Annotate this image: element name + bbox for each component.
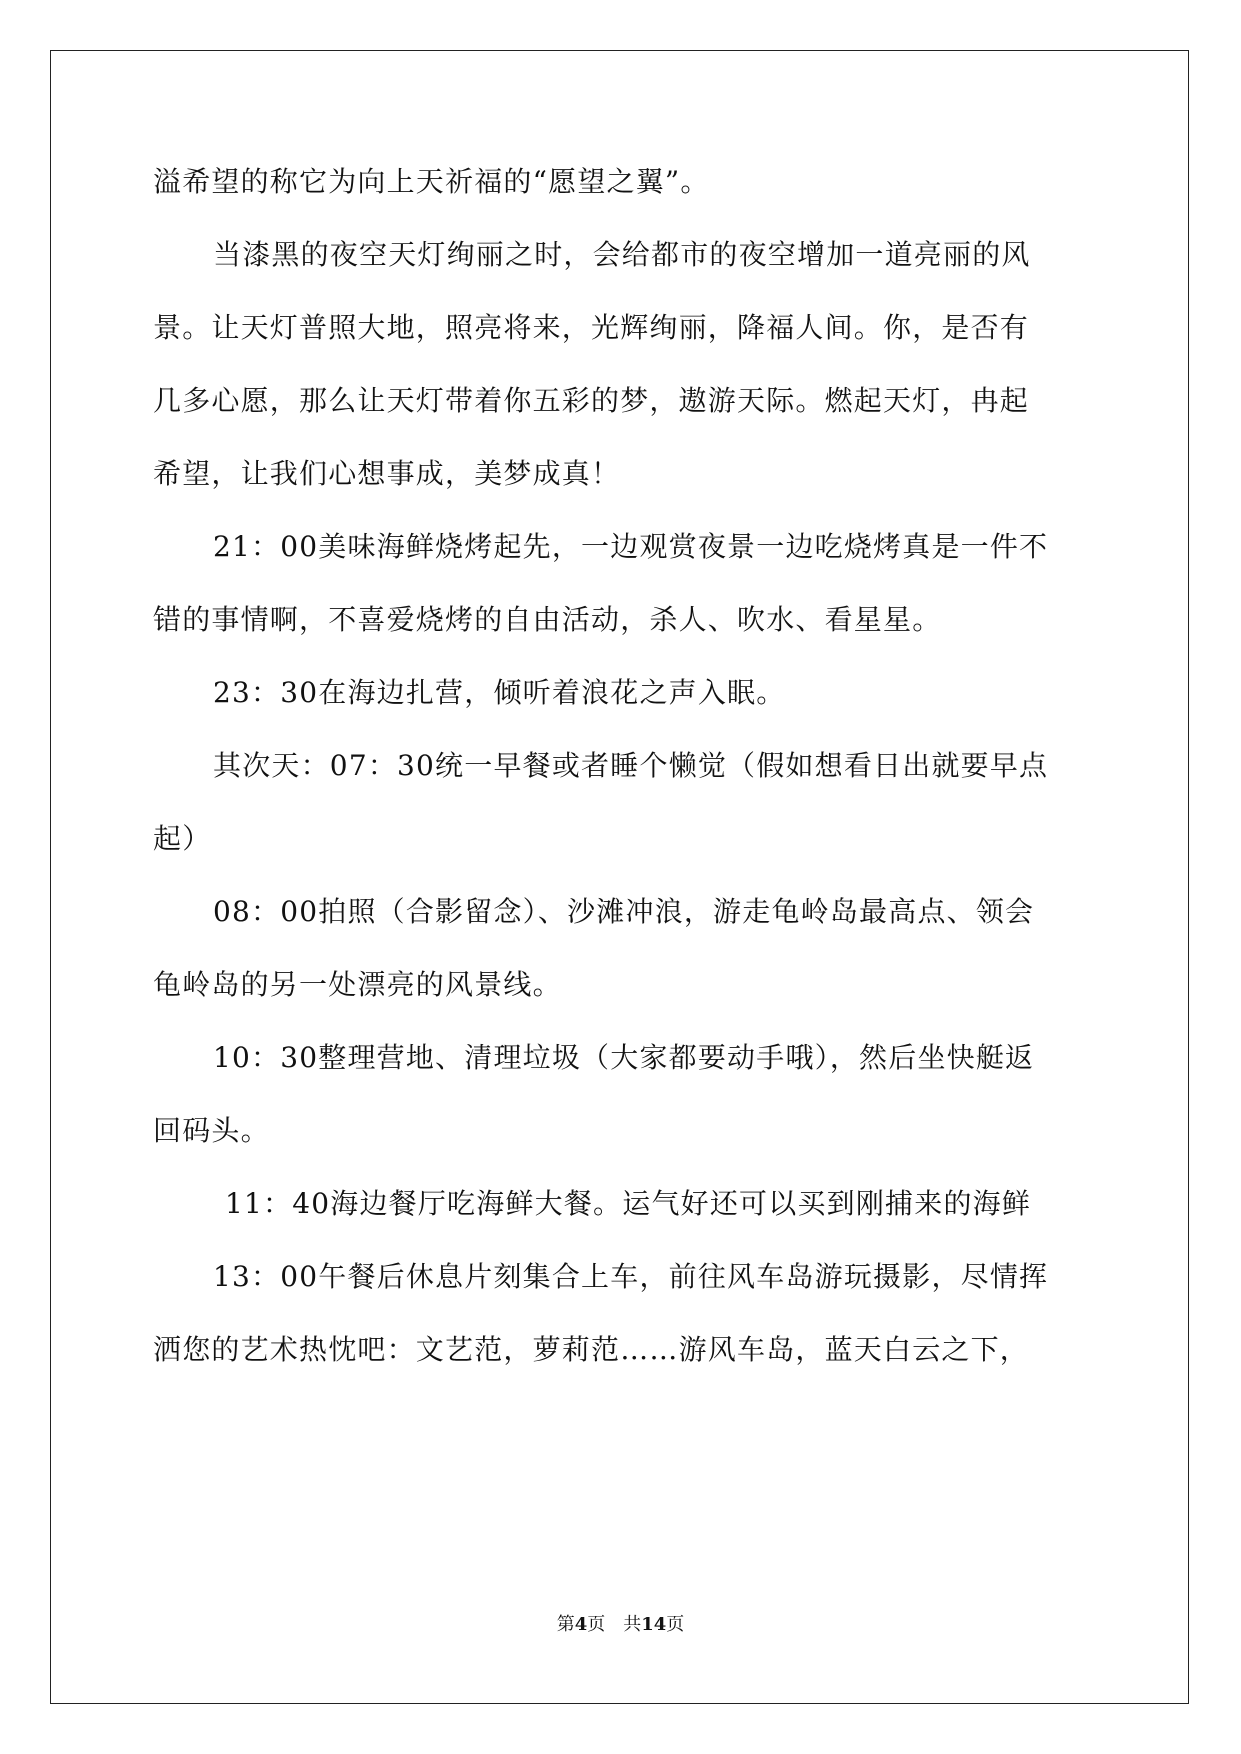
text-line: 洒您的艺术热忱吧：文艺范，萝莉范……游风车岛，蓝天白云之下， [153,1333,1030,1366]
page-footer [0,1613,1241,1637]
footer-middle: 页 共 [587,1614,642,1635]
text-line: 景。让天灯普照大地，照亮将来，光辉绚丽，降福人间。你，是否有 [153,311,1030,344]
page-border [50,50,1189,1704]
footer-prefix: 第 [556,1614,575,1635]
text-line: 其次天：07：30统一早餐或者睡个懒觉（假如想看日出就要早点 [213,749,1049,782]
text-line: 11：40海边餐厅吃海鲜大餐。运气好还可以买到刚捕来的海鲜 [225,1187,1032,1220]
text-line: 当漆黑的夜空天灯绚丽之时，会给都市的夜空增加一道亮丽的风 [213,238,1031,271]
text-line: 08：00拍照（合影留念）、沙滩冲浪，游走龟岭岛最高点、领会 [213,895,1035,928]
text-line: 几多心愿，那么让天灯带着你五彩的梦，遨游天际。燃起天灯，冉起 [153,384,1030,417]
footer-suffix: 页 [666,1614,685,1635]
text-line: 溢希望的称它为向上天祈福的“愿望之翼”。 [153,165,710,198]
current-page-number: 4 [574,1614,588,1635]
text-line: 10：30整理营地、清理垃圾（大家都要动手哦），然后坐快艇返 [213,1041,1035,1074]
text-line: 23：30在海边扎营，倾听着浪花之声入眠。 [213,676,786,709]
text-line: 起） [153,822,212,855]
total-page-count: 14 [641,1614,667,1635]
text-line: 回码头。 [153,1114,270,1147]
text-line: 21：00美味海鲜烧烤起先，一边观赏夜景一边吃烧烤真是一件不 [213,530,1049,563]
text-line: 错的事情啊，不喜爱烧烤的自由活动，杀人、吹水、看星星。 [153,603,942,636]
text-line: 希望，让我们心想事成，美梦成真！ [153,457,621,490]
text-line: 龟岭岛的另一处漂亮的风景线。 [153,968,562,1001]
text-line: 13：00午餐后休息片刻集合上车，前往风车岛游玩摄影，尽情挥 [213,1260,1049,1293]
